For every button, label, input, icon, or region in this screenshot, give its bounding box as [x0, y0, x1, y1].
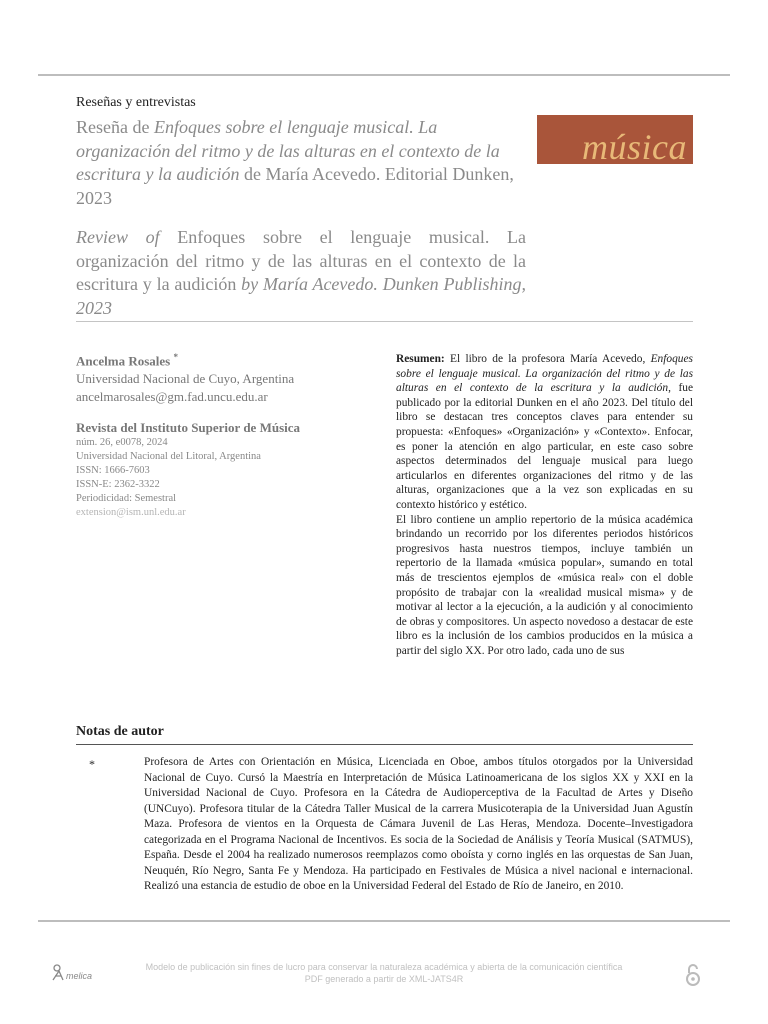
abstract-book-title: Enfoques sobre el lenguaje musical. La organización del ritmo y de las alturas en el contexto de la escritura y la audición — [396, 353, 693, 395]
journal-issn-e: ISSN-E: 2362-3322 — [76, 479, 160, 490]
author-notes-heading: Notas de autor — [76, 724, 164, 739]
journal-publisher: Universidad Nacional del Litoral, Argentina — [76, 451, 261, 462]
journal-title: Revista del Instituto Superior de Música — [76, 420, 301, 435]
journal-issue: núm. 26, e0078, 2024 — [76, 437, 168, 448]
amelica-logo-icon[interactable] — [50, 962, 110, 984]
top-divider — [38, 74, 730, 76]
logo-word: música — [582, 127, 687, 164]
open-access-icon[interactable] — [682, 962, 704, 988]
author-note-text: Profesora de Artes con Orientación en Música, Licenciada en Oboe, ambos títulos otorgados por la Universidad Nacional de Cuyo. Cursó la Maestría en Interpretación de Música Latinoamericana de los siglos XX y XXI en la Universidad Nacional de Cuyo. Profesora en la Cátedra de Audioperceptiva de la Facultad de Artes y Diseño (UNCuyo). Profesora titular de la Cátedra Taller Musical de la carrera Musicoterapia de la Universidad Juan Agustín Maza. Profesora de vientos en la Orquesta de Cámara Juvenil de Las Heras, Mendoza. Docente–Investigadora categorizada en el Programa Nacional de Incentivos. Es socia de la Sociedad de Análisis y Teoría Musical (SATMUS), España. Desde el 2004 ha realizado numerosos reemplazos como oboísta y corno inglés en las orquestas de San Juan, Neuquén, Río Negro, Santa Fe y Mendoza. Ha participado en Festivales de Música a nivel nacional e internacional. Realizó una estancia de estudio de oboe en la Universidad Federal del Estado de Río de Janeiro, en 2010. — [144, 756, 693, 892]
abstract-paragraph-1 — [396, 352, 693, 513]
footer-line-2: PDF generado a partir de XML-JATS4R — [304, 974, 464, 984]
article-title-spanish — [76, 116, 516, 210]
author-name — [76, 352, 178, 369]
footer-line-1: Modelo de publicación sin fines de lucro para conservar la naturaleza académica y abierta de la comunicación científica — [145, 962, 623, 972]
journal-issn: ISSN: 1666-7603 — [76, 465, 150, 476]
header-divider — [76, 321, 693, 322]
title-es-book-title: Enfoques sobre el lenguaje musical. La organización del ritmo y de las alturas en el contexto de la escritura y la audición — [76, 117, 500, 184]
footer-logo-text: melica — [66, 971, 93, 981]
author-name-text: Ancelma Rosales — [76, 353, 171, 369]
note-marker: * — [89, 757, 95, 771]
abstract-text-b: , fue publicado por la editorial Dunken en el año 2023. Del título del libro se destacan tres conceptos claves para entender su propuesta: «Enfoques» «Organización» y «Contexto». Enfocar, es poner la atención en algo particular, en este caso sobre aspectos determinados del lenguaje musical para luego articularlos en diferentes organizaciones del ritmo y de las alturas, organizaciones que a la vez son explicadas en su contexto histórico y estético. — [396, 382, 693, 511]
title-es-suffix: de María Acevedo. Editorial Dunken, 2023 — [76, 164, 514, 208]
article-title-english — [76, 226, 526, 320]
journal-email[interactable]: extension@ism.unl.edu.ar — [76, 507, 186, 518]
section-label: Reseñas y entrevistas — [76, 95, 196, 110]
title-es-prefix: Reseña de — [76, 117, 154, 137]
title-en-book-title: Enfoques sobre el lenguaje musical. La organización del ritmo y de las alturas en el contexto de la escritura y la audición — [76, 227, 526, 294]
notes-divider — [76, 744, 693, 745]
abstract-label: Resumen: — [396, 353, 445, 365]
author-note-marker[interactable]: * — [173, 352, 178, 362]
abstract — [396, 352, 693, 682]
bottom-divider — [38, 920, 730, 922]
author-affiliation: Universidad Nacional de Cuyo, Argentina — [76, 371, 295, 386]
title-en-prefix: Review of — [76, 227, 160, 247]
title-en-suffix: by María Acevedo. Dunken Publishing, 2023 — [76, 274, 526, 318]
author-email[interactable]: ancelmarosales@gm.fad.uncu.edu.ar — [76, 389, 268, 404]
abstract-text-a: El libro de la profesora María Acevedo, — [444, 353, 651, 365]
journal-logo-banner — [537, 115, 693, 164]
journal-periodicity: Periodicidad: Semestral — [76, 493, 177, 504]
abstract-paragraph-2: El libro contiene un amplio repertorio de la música académica brindando un recorrido por los diferentes periodos históricos progresivos hasta nuestros tiempos, incluye también un repertorio de la llamada «música popular», sumando en total más de trescientos ejemplos de «música real» con el doble propósito de trabajar con la «realidad musical misma» y de motivar al lector a la ejecución, a la audición y al conocimiento de obras y compositores. Un aspecto novedoso a destacar de este libro es la inclusión de los cambios producidos en la música a partir del siglo XX. Por otro lado, cada uno de sus — [396, 513, 693, 657]
